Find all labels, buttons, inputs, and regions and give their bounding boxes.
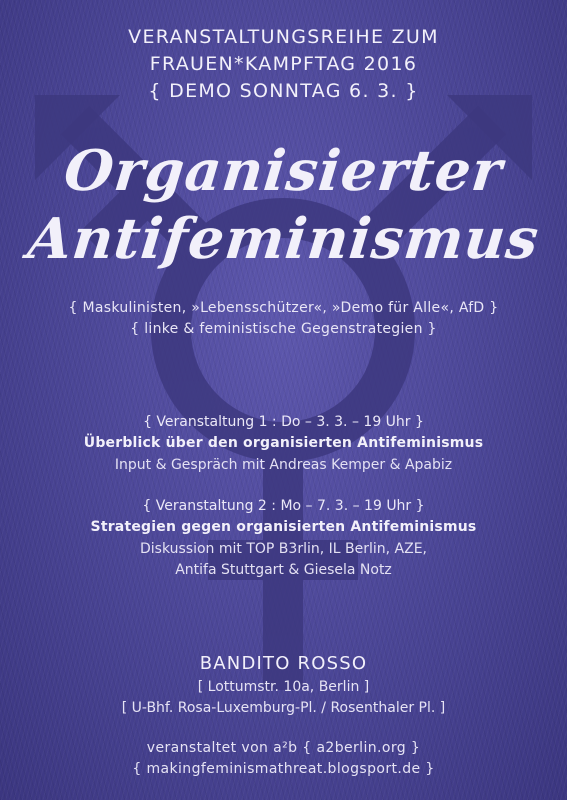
subtitle-line1: { Maskulinisten, »Lebensschützer«, »Demo für Alle«, AfD } [68,300,499,316]
subtitle-line2: { linke & feministische Gegenstrategien } [130,321,437,337]
blog-url: { makingfeminismathreat.blogsport.de } [132,761,435,777]
venue-transit: [ U-Bhf. Rosa-Luxemburg-Pl. / Rosenthaler Pl. ] [121,700,446,716]
event-2-title: Strategien gegen organisierten Antifeminismus [90,519,477,535]
series-title: VERANSTALTUNGSREIHE ZUM [128,26,439,48]
event-1-header: { Veranstaltung 1 : Do – 3. 3. – 19 Uhr } [143,414,424,430]
event-date-title: FRAUEN*KAMPFTAG 2016 [149,53,418,75]
main-title-line1: Organisierter [61,138,506,204]
event-1-title: Überblick über den organisierten Antifeminismus [83,435,484,451]
venue-address: [ Lottumstr. 10a, Berlin ] [197,679,370,695]
organizer-line: veranstaltet von a²b { a2berlin.org } [146,740,421,756]
event-2-header: { Veranstaltung 2 : Mo – 7. 3. – 19 Uhr } [142,498,425,514]
event-2-description-line1: Diskussion mit TOP B3rlin, IL Berlin, AZE, [140,541,427,557]
venue-name: BANDITO ROSSO [199,653,368,674]
event-2-description-line2: Antifa Stuttgart & Giesela Notz [175,562,392,578]
demo-date: { DEMO SONNTAG 6. 3. } [148,80,419,102]
event-1-description: Input & Gespräch mit Andreas Kemper & Apabiz [114,457,453,473]
main-title-line2: Antifeminismus [24,206,543,272]
